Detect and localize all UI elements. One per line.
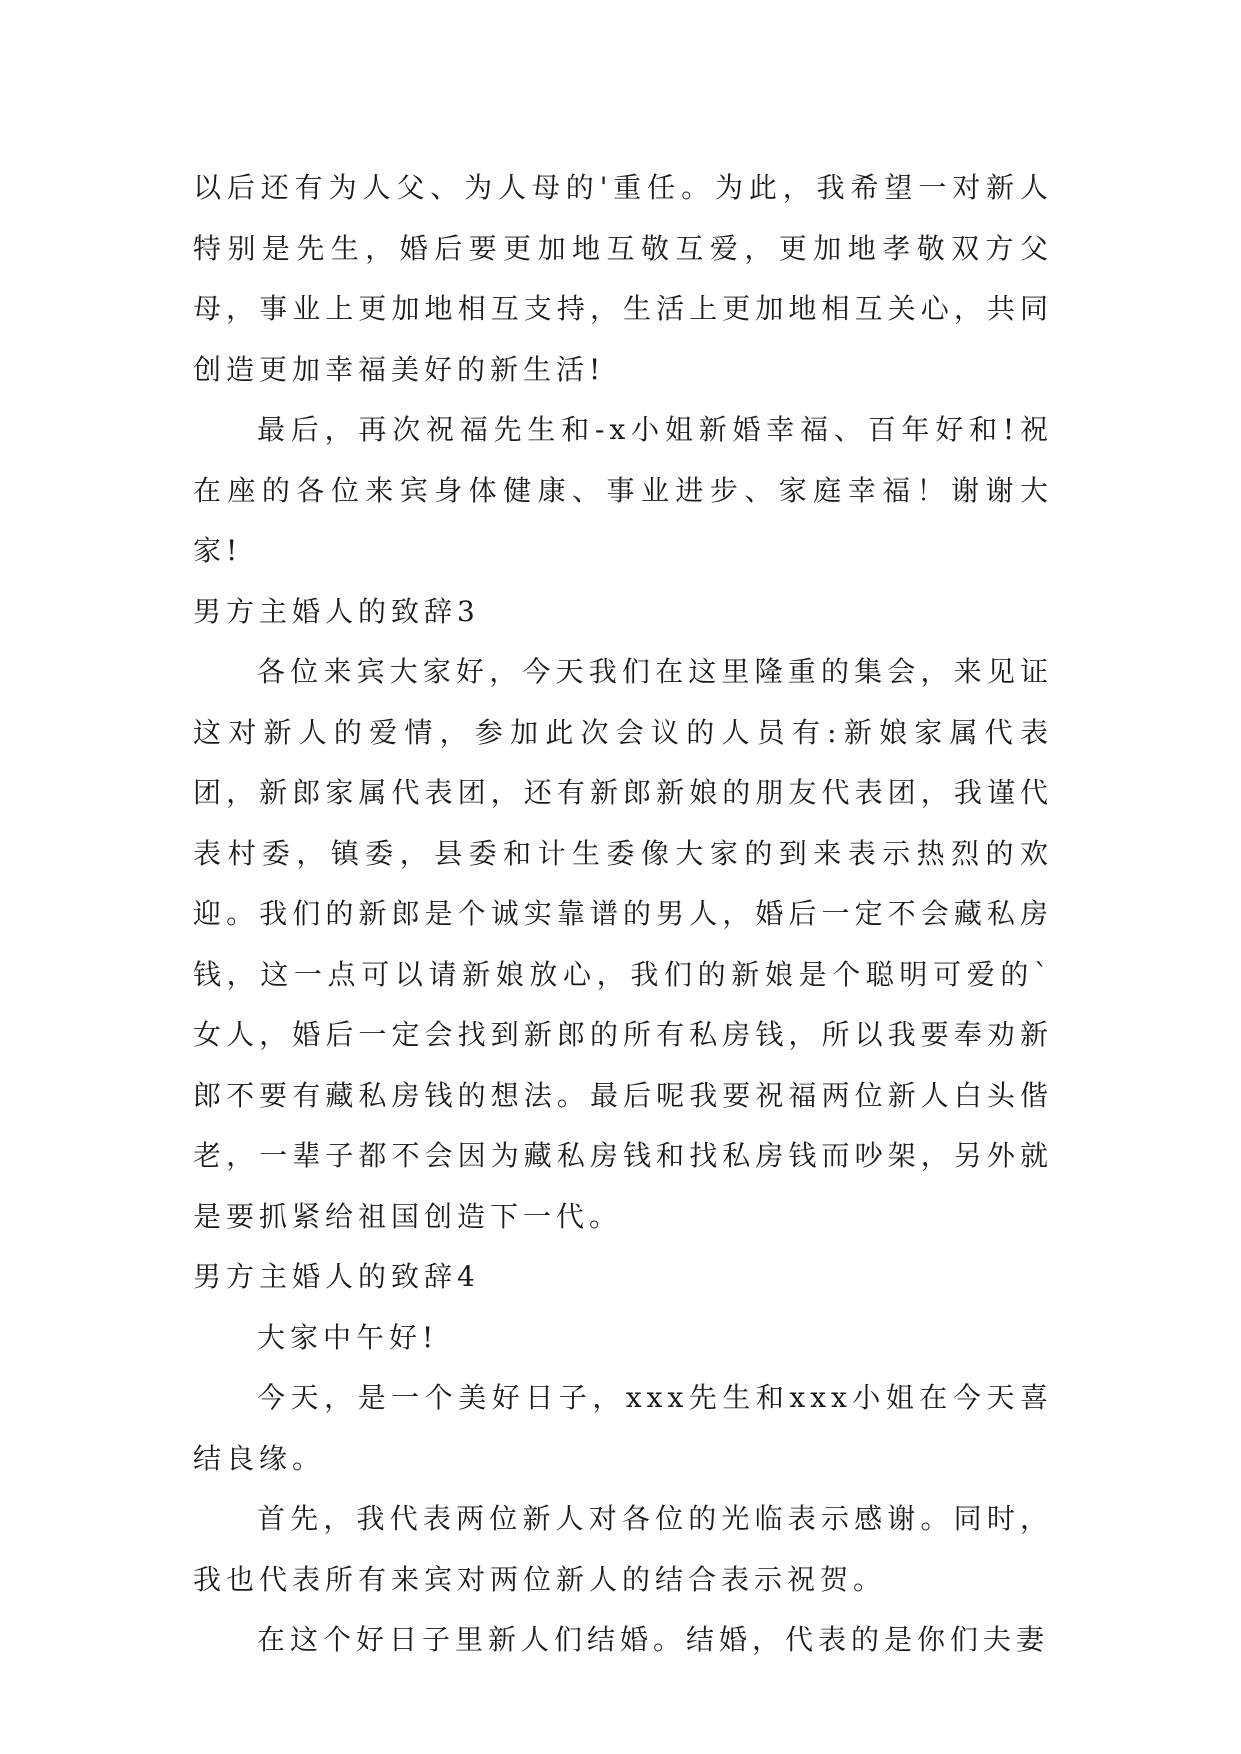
section-heading-4: 男方主婚人的致辞4: [193, 1260, 480, 1293]
section-heading-3: 男方主婚人的致辞3: [193, 594, 480, 628]
paragraph-thanks: 首先，我代表两位新人对各位的光临表示感谢。同时，我也代表所有来宾对两位新人的结合表示祝贺。: [193, 1502, 1053, 1596]
paragraph-continuation: 以后还有为人父、为人母的'重任。为此，我希望一对新人特别是先生，婚后要更加地互敬互爱，更加地孝敬双方父母，事业上更加地相互支持，生活上更加地相互关心，共同创造更加幸福美好的新生活!: [193, 171, 1053, 386]
document-body: [193, 158, 1053, 1671]
paragraph-today: 今天，是一个美好日子，xxx先生和xxx小姐在今天喜结良缘。: [193, 1381, 1053, 1475]
paragraph-marriage: 在这个好日子里新人们结婚。结婚，代表的是你们夫妻: [257, 1623, 1050, 1656]
paragraph-speech-3: 各位来宾大家好，今天我们在这里隆重的集会，来见证这对新人的爱情，参加此次会议的人员有:新娘家属代表团，新郎家属代表团，还有新郎新娘的朋友代表团，我谨代表村委，镇委，县委和计生委像大家的到来表示热烈的欢迎。我们的新郎是个诚实靠谱的男人，婚后一定不会藏私房钱，这一点可以请新娘放心，我们的新娘是个聪明可爱的`女人，婚后一定会找到新郎的所有私房钱，所以我要奉劝新郎不要有藏私房钱的想法。最后呢我要祝福两位新人白头偕老，一辈子都不会因为藏私房钱和找私房钱而吵架，另外就是要抓紧给祖国创造下一代。: [193, 655, 1053, 1233]
paragraph-closing-blessing: 最后，再次祝福先生和-x小姐新婚幸福、百年好和!祝在座的各位来宾身体健康、事业进步、家庭幸福！谢谢大家!: [193, 413, 1053, 567]
paragraph-greeting: 大家中午好!: [257, 1320, 439, 1354]
